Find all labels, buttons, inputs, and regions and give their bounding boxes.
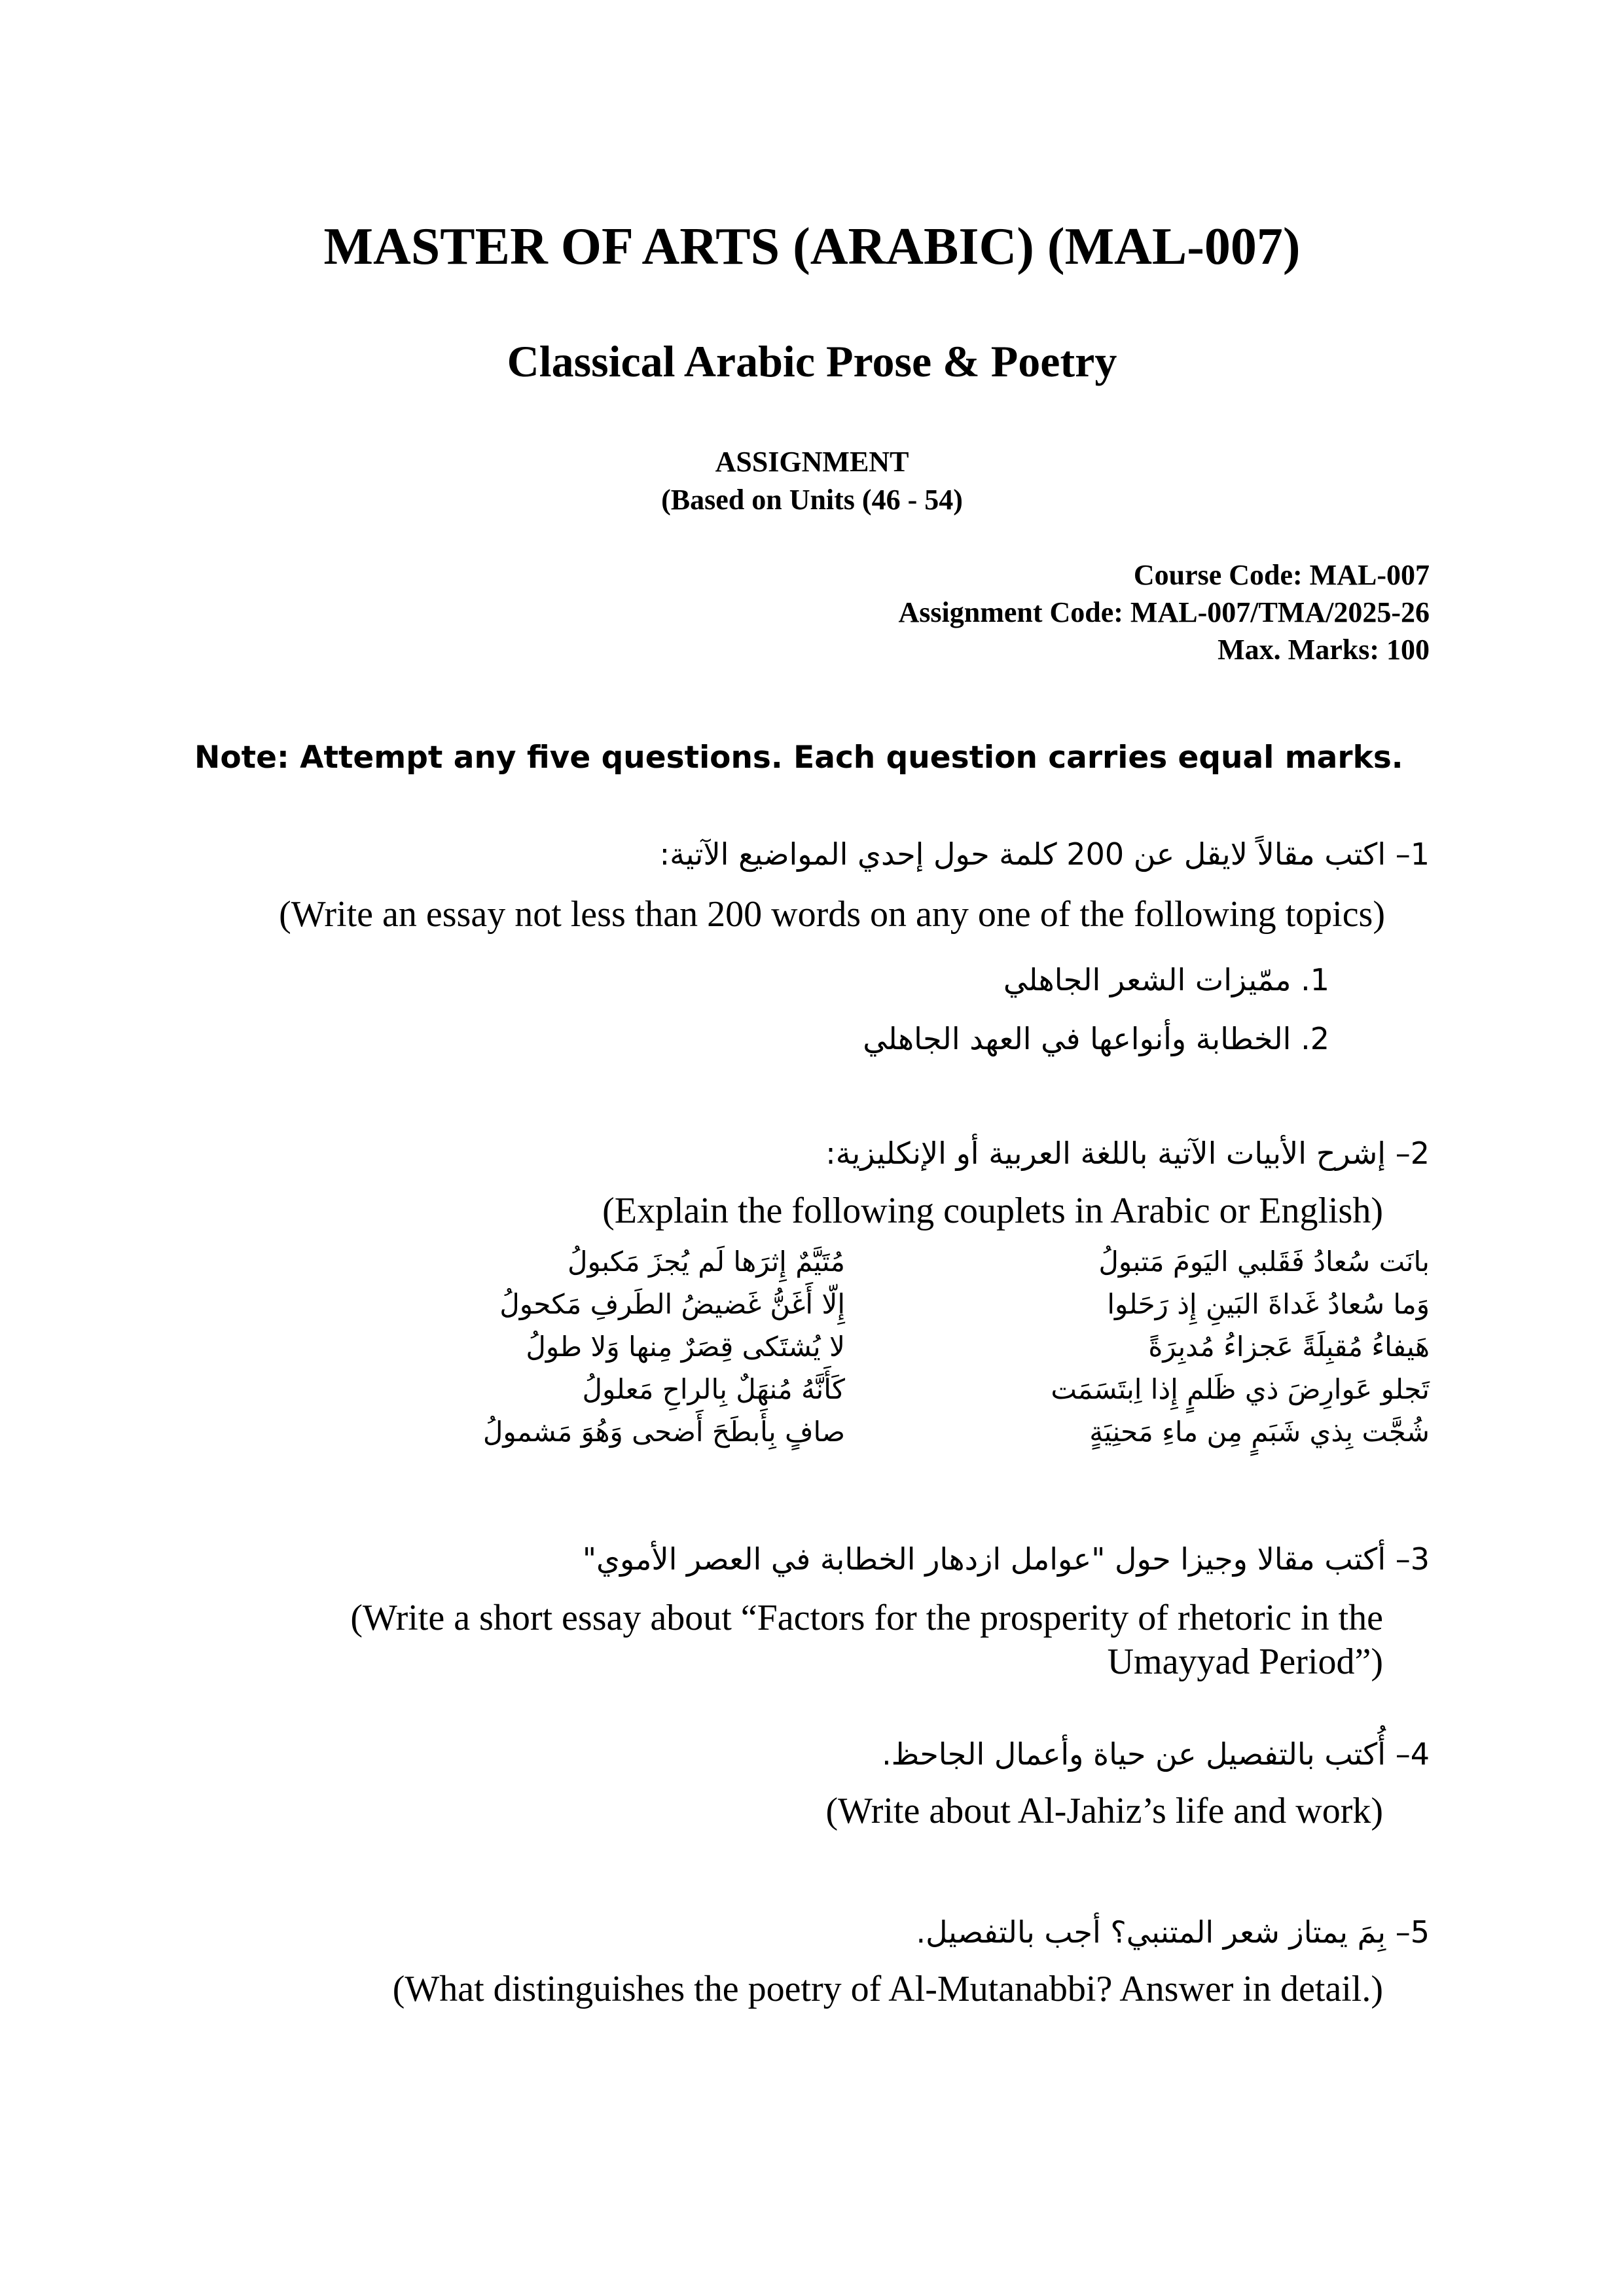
assignment-code: Assignment Code: MAL-007/TMA/2025-26 — [898, 596, 1430, 628]
question-4-english: (Write about Al-Jahiz’s life and work) — [825, 1791, 1383, 1831]
question-3-english-line-1: (Write a short essay about “Factors for the prosperity of rhetoric in the — [350, 1598, 1383, 1638]
question-5-arabic: 5– بِمَ يمتاز شعر المتنبي؟ أجب بالتفصيل. — [916, 1914, 1430, 1950]
couplet-3-first-hemistich: هَيفاءُ مُقبِلَةً عَجزاءُ مُدبِرَةً — [1148, 1331, 1430, 1363]
question-1-arabic: 1– اكتب مقالاً لايقل عن 200 كلمة حول إحدي المواضيع الآتية: — [659, 836, 1430, 872]
page-title: MASTER OF ARTS (ARABIC) (MAL-007) — [323, 218, 1301, 276]
couplet-3-second-hemistich: لا يُشتَكى قِصَرٌ مِنها وَلا طولُ — [526, 1331, 845, 1363]
couplet-1-second-hemistich: مُتَيَّمٌ إِثرَها لَم يُجزَ مَكبولُ — [568, 1246, 845, 1278]
couplet-1-first-hemistich: بانَت سُعادُ فَقَلبي اليَومَ مَتبولُ — [1098, 1246, 1430, 1278]
question-3-arabic: 3– أكتب مقالا وجيزا حول "عوامل ازدهار الخطابة في العصر الأموي" — [582, 1541, 1430, 1577]
couplet-5-first-hemistich: شُجَّت بِذي شَبَمٍ مِن ماءِ مَحنِيَةٍ — [1089, 1416, 1430, 1448]
question-2-arabic: 2– إشرح الأبيات الآتية باللغة العربية أو الإنكليزية: — [825, 1136, 1430, 1171]
couplet-5-second-hemistich: صافٍ بِأَبطَحَ أَضحى وَهُوَ مَشمولُ — [482, 1416, 845, 1448]
couplet-2-first-hemistich: وَما سُعادُ غَداةَ البَينِ إِذ رَحَلوا — [1107, 1288, 1430, 1320]
couplet-4-second-hemistich: كَأَنَّهُ مُنهَلٌ بِالراحِ مَعلولُ — [582, 1373, 845, 1405]
couplet-2-second-hemistich: إِلّا أَغَنُّ غَضيضُ الطَرفِ مَكحولُ — [499, 1288, 845, 1320]
question-5-english: (What distinguishes the poetry of Al-Mutanabbi? Answer in detail.) — [392, 1969, 1383, 2009]
max-marks: Max. Marks: 100 — [1218, 634, 1430, 666]
question-4-arabic: 4– أُكتب بالتفصيل عن حياة وأعمال الجاحظ. — [882, 1736, 1430, 1772]
assignment-label: ASSIGNMENT — [715, 446, 909, 478]
question-1-english: (Write an essay not less than 200 words on any one of the following topics) — [279, 894, 1385, 935]
question-3-english-line-2: Umayyad Period”) — [1107, 1641, 1383, 1682]
couplet-4-first-hemistich: تَجلو عَوارِضَ ذي ظَلمٍ إِذا اِبتَسَمَت — [1051, 1373, 1430, 1405]
question-2-english: (Explain the following couplets in Arabic or English) — [602, 1191, 1383, 1231]
assignment-units: (Based on Units (46 - 54) — [661, 484, 963, 516]
question-1-topic-1: 1. ممّيزات الشعر الجاهلي — [1003, 962, 1329, 997]
course-code: Course Code: MAL-007 — [1133, 559, 1430, 591]
instructions-note: Note: Attempt any five questions. Each question carries equal marks. — [194, 740, 1403, 776]
question-1-topic-2: 2. الخطابة وأنواعها في العهد الجاهلي — [863, 1021, 1329, 1056]
page-subtitle: Classical Arabic Prose & Poetry — [507, 336, 1117, 386]
